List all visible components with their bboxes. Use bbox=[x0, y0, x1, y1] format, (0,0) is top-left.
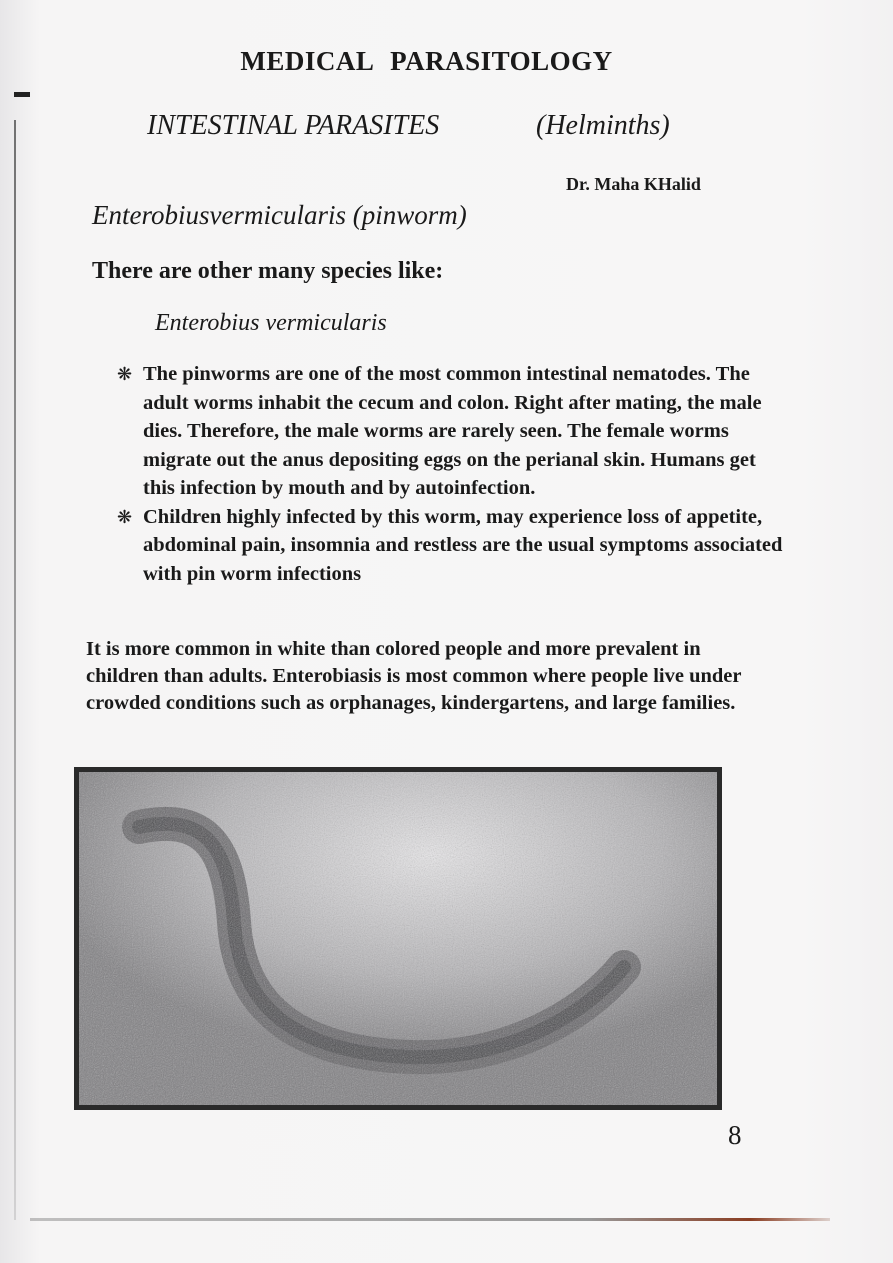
pinworm-micrograph bbox=[74, 767, 722, 1110]
scan-left-edge bbox=[14, 120, 16, 1220]
micrograph-grain bbox=[79, 772, 717, 1105]
asterisk-bullet-icon: ❋ bbox=[117, 364, 133, 384]
scan-edge-mark bbox=[14, 92, 30, 97]
species-name: Enterobius vermicularis bbox=[155, 310, 387, 336]
author-name: Dr. Maha KHalid bbox=[566, 174, 701, 194]
body-paragraph: It is more common in white than colored people and more prevalent in children than adults. Enterobiasis is most common where people live under crowded conditions such as orphanages, kindergartens, and large families. bbox=[86, 638, 742, 714]
micrograph-image bbox=[79, 772, 717, 1105]
chapter-subtitle-group: (Helminths) bbox=[536, 110, 670, 141]
bullet-list bbox=[117, 360, 787, 588]
document-title: MEDICAL PARASITOLOGY bbox=[240, 46, 613, 76]
chapter-subtitle: INTESTINAL PARASITES bbox=[147, 110, 440, 141]
bullet-item bbox=[117, 360, 787, 503]
intro-text: There are other many species like: bbox=[92, 258, 444, 284]
scan-bottom-edge bbox=[30, 1218, 830, 1221]
asterisk-bullet-icon: ❋ bbox=[117, 506, 133, 527]
page-number: 8 bbox=[728, 1120, 742, 1150]
bullet-item bbox=[117, 503, 787, 589]
bullet-text: Children highly infected by this worm, may experience loss of appetite, abdominal pain, insomnia and restless are the usual symptoms associated with pin worm infections bbox=[143, 505, 783, 585]
bullet-text: The pinworms are one of the most common intestinal nematodes. The adult worms inhabit the cecum and colon. Right after mating, the male dies. Therefore, the male worms are rarely seen. The female worms migrate out the anus depositing eggs on the perianal skin. Humans get this infection by mouth and by autoinfection. bbox=[143, 363, 762, 499]
section-heading: Enterobiusvermicularis (pinworm) bbox=[92, 200, 467, 230]
